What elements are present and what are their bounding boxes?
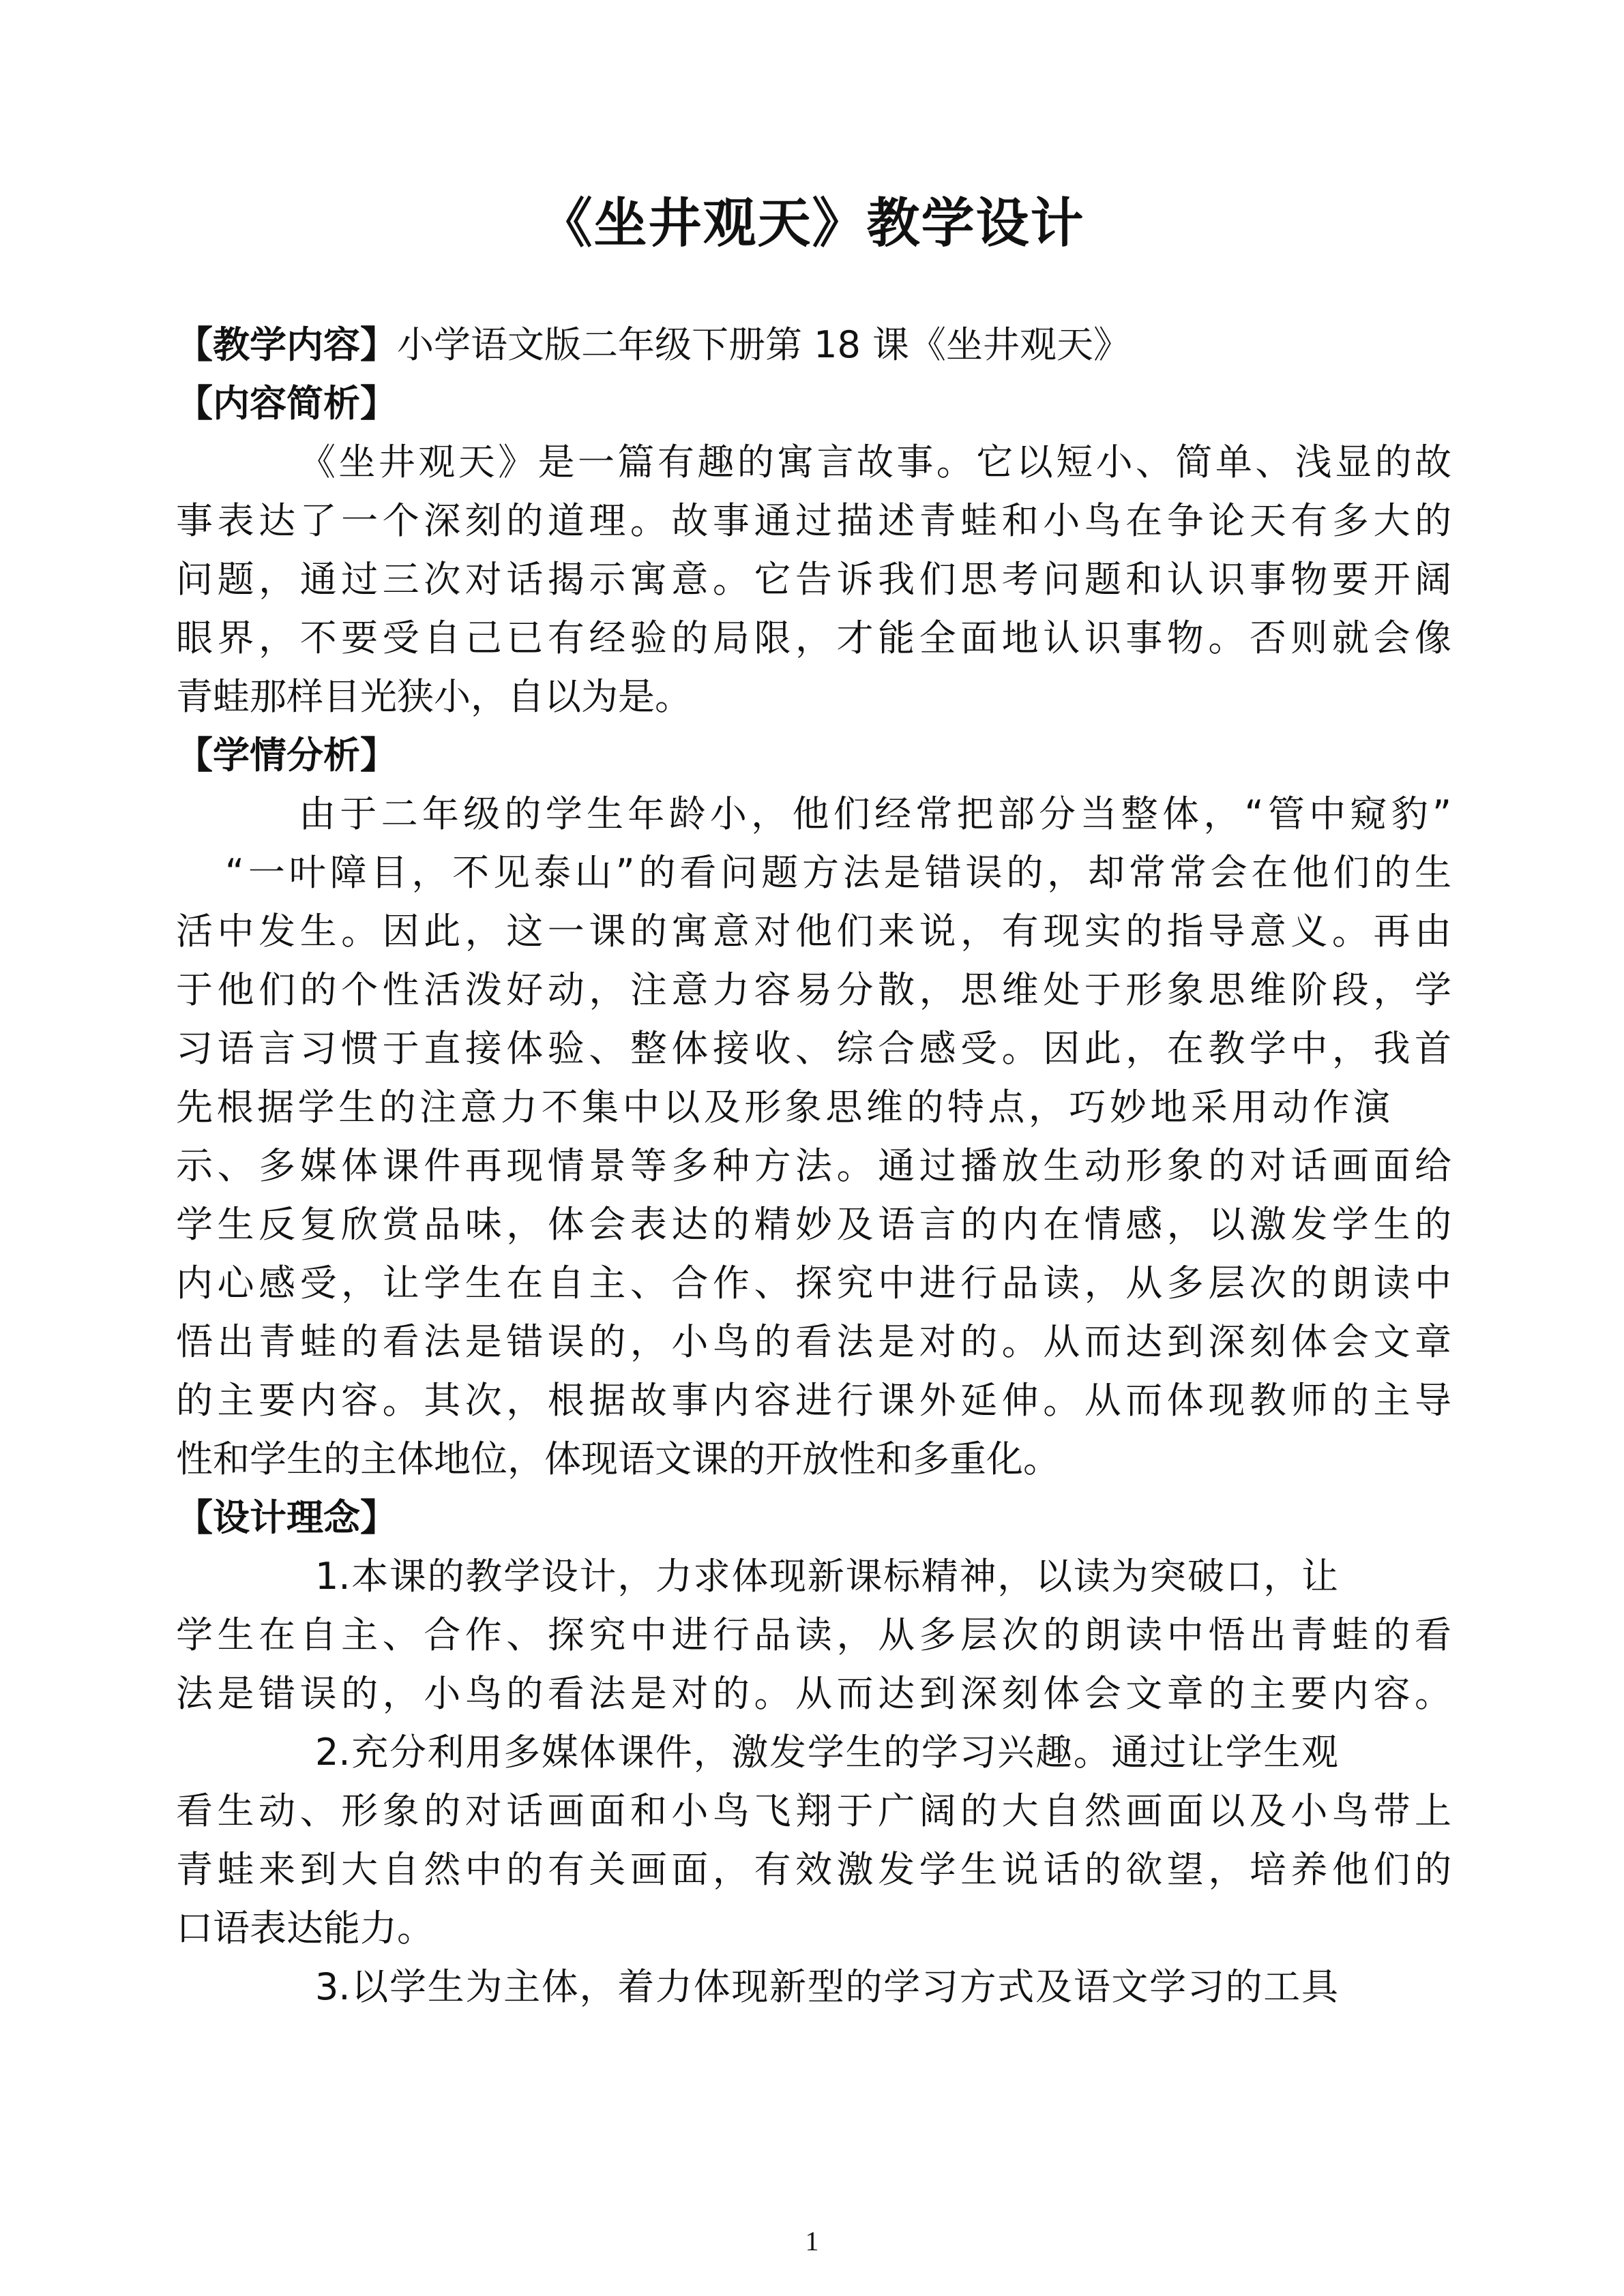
design-concept-heading: 【设计理念】 [176,1496,397,1539]
student-analysis-line: 于他们的个性活泼好动，注意力容易分散，思维处于形象思维阶段，学 [176,968,1451,1011]
student-analysis-line: 示、多媒体课件再现情景等多种方法。通过播放生动形象的对话画面给 [176,1144,1451,1187]
design-concept-item-2-line: 看生动、形象的对话画面和小鸟飞翔于广阔的大自然画面以及小鸟带上 [176,1789,1451,1832]
design-concept-item-2-line: 青蛙来到大自然中的有关画面，有效激发学生说话的欲望，培养他们的 [176,1848,1451,1891]
teaching-content-label: 【教学内容】 [176,323,397,366]
content-analysis-line: 眼界，不要受自己已有经验的局限，才能全面地认识事物。否则就会像 [176,616,1451,659]
student-analysis-line: 性和学生的主体地位，体现语文课的开放性和多重化。 [176,1437,1060,1480]
student-analysis-line: 活中发生。因此，这一课的寓意对他们来说，有现实的指导意义。再由 [176,910,1451,953]
teaching-content-line [176,316,1451,374]
design-concept-item-2-line: 口语表达能力。 [176,1907,434,1950]
student-analysis-line: 内心感受，让学生在自主、合作、探究中进行品读，从多层次的朗读中 [176,1262,1451,1304]
student-analysis-line: 学生反复欣赏品味，体会表达的精妙及语言的内在情感，以激发学生的 [176,1203,1451,1246]
design-concept-item-2-line: 2.充分利用多媒体课件，激发学生的学习兴趣。通过让学生观 [315,1731,1338,1774]
student-analysis-line: 习语言习惯于直接体验、整体接收、综合感受。因此，在教学中，我首 [176,1027,1451,1070]
design-concept-item-3-line: 3.以学生为主体，着力体现新型的学习方式及语文学习的工具 [315,1965,1338,2008]
student-analysis-line: 悟出青蛙的看法是错误的，小鸟的看法是对的。从而达到深刻体会文章 [176,1320,1451,1363]
student-analysis-heading: 【学情分析】 [176,734,397,777]
page-number: 1 [805,2226,819,2256]
student-analysis-line: 的主要内容。其次，根据故事内容进行课外延伸。从而体现教师的主导 [176,1379,1451,1422]
student-analysis-line: 由于二年级的学生年龄小，他们经常把部分当整体，“管中窥豹” [299,792,1451,835]
student-analysis-line: 先根据学生的注意力不集中以及形象思维的特点，巧妙地采用动作演 [176,1086,1390,1129]
content-analysis-line: 《坐井观天》是一篇有趣的寓言故事。它以短小、简单、浅显的故 [299,441,1451,483]
student-analysis-line: “一叶障目，不见泰山”的看问题方法是错误的，却常常会在他们的生 [225,851,1451,894]
design-concept-item-1-line: 1.本课的教学设计，力求体现新课标精神，以读为突破口，让 [315,1555,1338,1598]
design-concept-item-1-line: 法是错误的，小鸟的看法是对的。从而达到深刻体会文章的主要内容。 [176,1672,1451,1715]
design-concept-item-1-line: 学生在自主、合作、探究中进行品读，从多层次的朗读中悟出青蛙的看 [176,1613,1451,1656]
content-analysis-line: 青蛙那样目光狭小，自以为是。 [176,675,692,718]
content-analysis-line: 问题，通过三次对话揭示寓意。它告诉我们思考问题和认识事物要开阔 [176,558,1451,601]
content-analysis-heading: 【内容简析】 [176,382,397,425]
content-analysis-line: 事表达了一个深刻的道理。故事通过描述青蛙和小鸟在争论天有多大的 [176,499,1451,542]
teaching-content-text: 小学语文版二年级下册第 18 课《坐井观天》 [397,323,1131,366]
document-title: 《坐井观天》教学设计 [539,193,1085,254]
